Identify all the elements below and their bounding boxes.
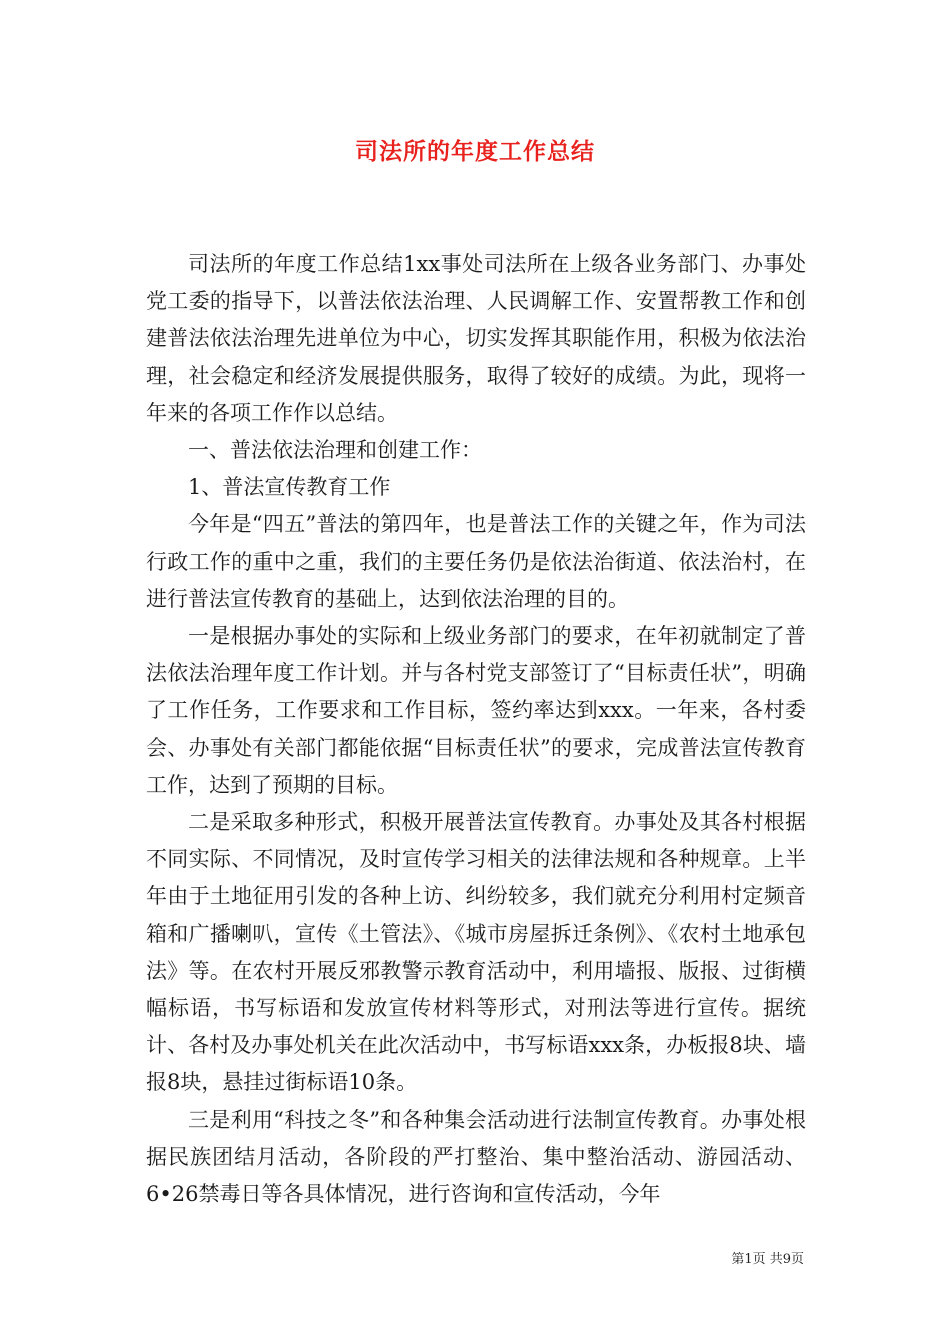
paragraph: 一是根据办事处的实际和上级业务部门的要求，在年初就制定了普法依法治理年度工作计划。并与各村党支部签订了“目标责任状”，明确了工作任务，工作要求和工作目标，签约率达到xxx。一年来，各村委会、办事处有关部门都能依据“目标责任状”的要求，完成普法宣传教育工作，达到了预期的目标。: [146, 624, 806, 797]
document-body: [146, 246, 806, 1213]
document-title: 司法所的年度工作总结: [355, 139, 595, 165]
paragraph: 司法所的年度工作总结1xx事处司法所在上级各业务部门、办事处党工委的指导下，以普法依法治理、人民调解工作、安置帮教工作和创建普法依法治理先进单位为中心，切实发挥其职能作用，积极为依法治理，社会稳定和经济发展提供服务，取得了较好的成绩。为此，现将一年来的各项工作作以总结。: [146, 252, 806, 425]
page-number: 第1页 共9页: [731, 1252, 804, 1267]
paragraph: 二是采取多种形式，积极开展普法宣传教育。办事处及其各村根据不同实际、不同情况，及时宣传学习相关的法律法规和各种规章。上半年由于土地征用引发的各种上访、纠纷较多，我们就充分利用村定频音箱和广播喇叭，宣传《土管法》、《城市房屋拆迁条例》、《农村土地承包法》等。在农村开展反邪教警示教育活动中，利用墙报、版报、过街横幅标语，书写标语和发放宣传材料等形式，对刑法等进行宣传。据统计、各村及办事处机关在此次活动中，书写标语xxx条，办板报8块、墙报8块，悬挂过街标语10条。: [146, 810, 806, 1095]
paragraph: 今年是“四五”普法的第四年，也是普法工作的关键之年，作为司法行政工作的重中之重，我们的主要任务仍是依法治街道、依法治村，在进行普法宣传教育的基础上，达到依法治理的目的。: [146, 512, 806, 611]
subsection-heading: 1、普法宣传教育工作: [188, 475, 391, 500]
section-heading: 一、普法依法治理和创建工作：: [188, 438, 482, 463]
paragraph: 三是利用“科技之冬”和各种集会活动进行法制宣传教育。办事处根据民族团结月活动，各阶段的严打整治、集中整治活动、游园活动、6•26禁毒日等各具体情况，进行咨询和宣传活动，今年: [146, 1107, 806, 1207]
